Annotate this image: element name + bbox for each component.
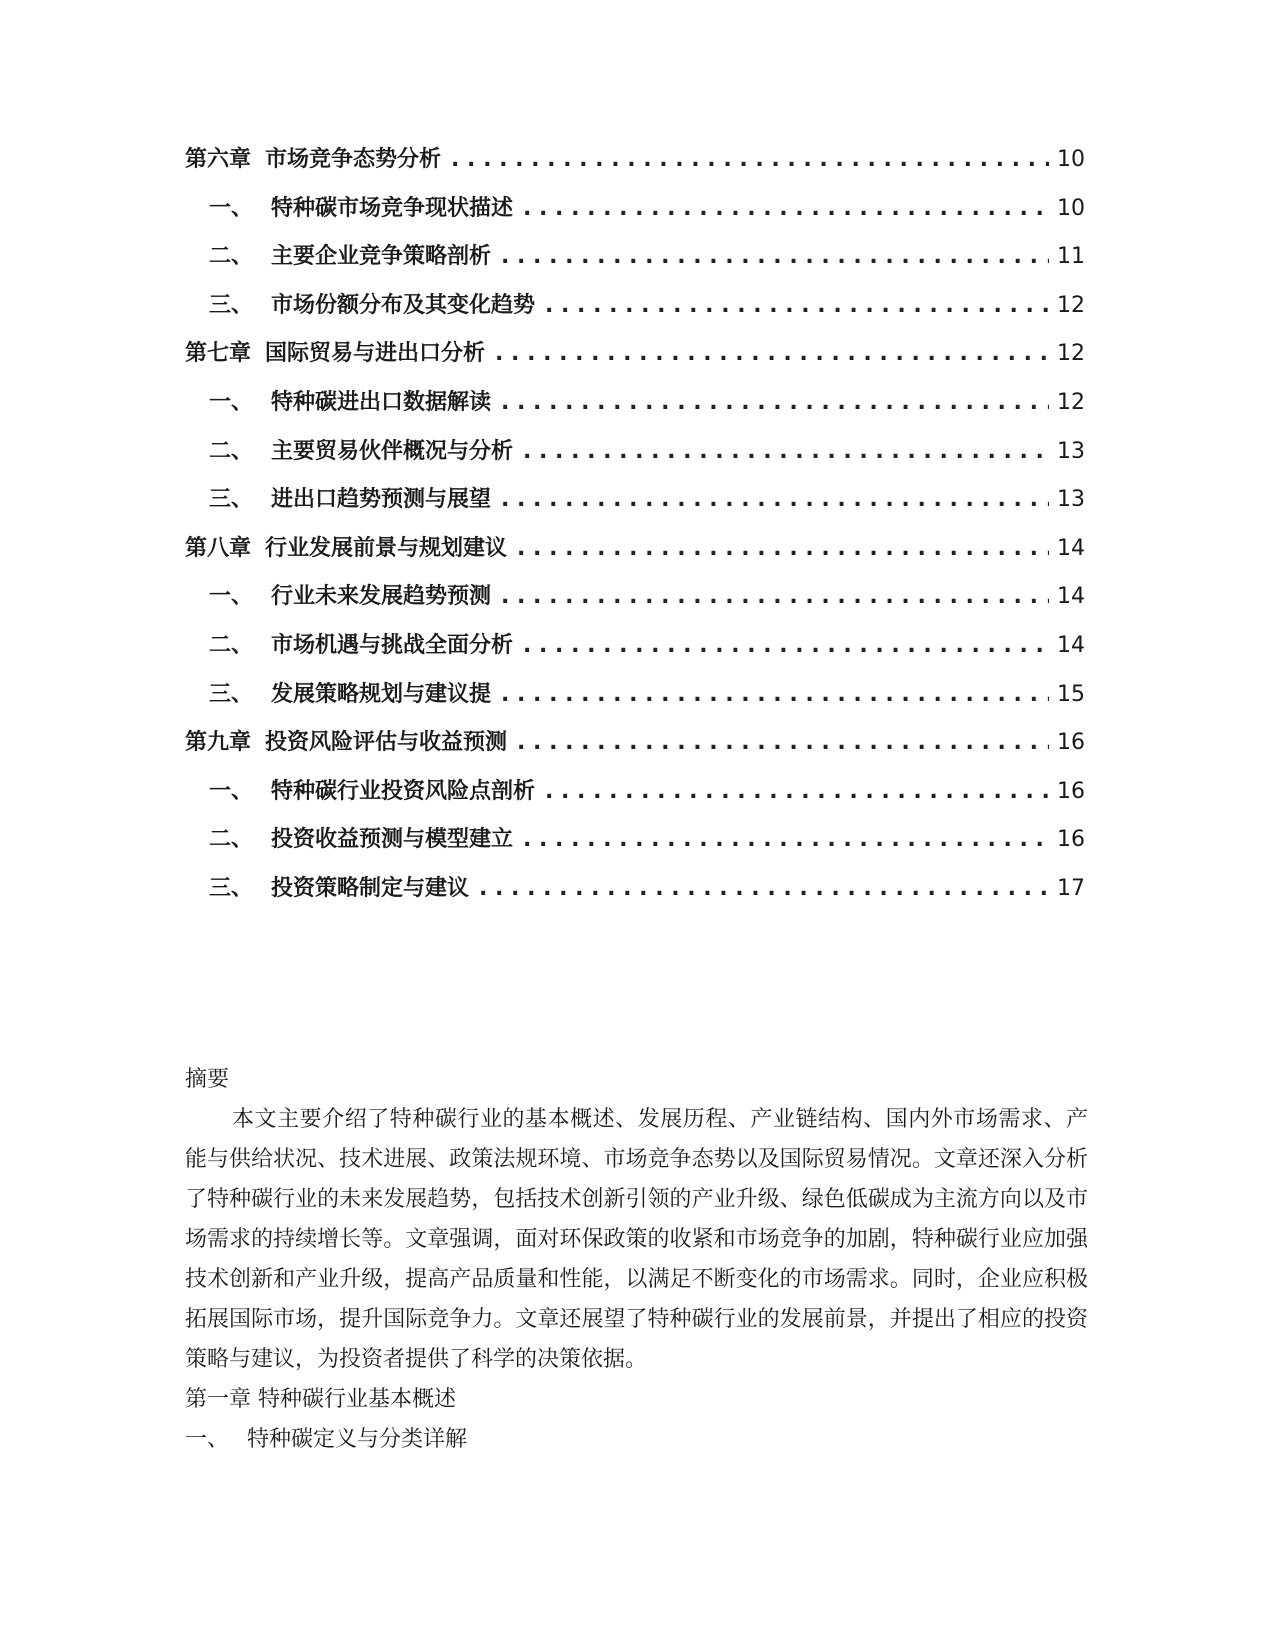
- toc-section-number: 二、: [209, 244, 254, 270]
- toc-chapter-number: 第七章: [185, 341, 252, 367]
- toc-page-number: 16: [1057, 827, 1085, 853]
- toc-page-number: 10: [1057, 195, 1085, 221]
- toc-entry[interactable]: [185, 379, 1085, 428]
- toc-page-number: 13: [1057, 487, 1085, 513]
- section-heading: [185, 1420, 1088, 1460]
- toc-chapter-title: 行业发展前景与规划建议: [265, 535, 508, 561]
- toc-entry[interactable]: [185, 476, 1085, 525]
- toc-section-number: 二、: [209, 438, 254, 464]
- toc-page-number: 12: [1057, 292, 1085, 318]
- toc-entry[interactable]: [185, 573, 1085, 622]
- toc-chapter-number: 第六章: [185, 147, 252, 172]
- toc-chapter-number: 第九章: [185, 730, 252, 756]
- toc-section-title: 市场份额分布及其变化趋势: [271, 292, 536, 318]
- toc-page-number: 17: [1057, 875, 1085, 901]
- toc-entry[interactable]: [185, 136, 1085, 185]
- toc-dot-leader: [501, 476, 1049, 525]
- toc-page-number: 11: [1057, 244, 1085, 270]
- toc-dot-leader: [523, 622, 1049, 671]
- document-body: [185, 1060, 1088, 1460]
- chapter-heading: 第一章 特种碳行业基本概述: [185, 1387, 456, 1412]
- toc-section-title: 特种碳进出口数据解读: [271, 389, 492, 415]
- toc-dot-leader: [479, 865, 1049, 914]
- toc-dot-leader: [523, 428, 1049, 477]
- toc-section-number: 三、: [209, 681, 254, 707]
- abstract-paragraph: 本文主要介绍了特种碳行业的基本概述、发展历程、产业链结构、国内外市场需求、产能与供给状况、技术进展、政策法规环境、市场竞争态势以及国际贸易情况。文章还深入分析了特种碳行业的未来发展趋势，包括技术创新引领的产业升级、绿色低碳成为主流方向以及市场需求的持续增长等。文章强调，面对环保政策的收紧和市场竞争的加剧，特种碳行业应加强技术创新和产业升级，提高产品质量和性能，以满足不断变化的市场需求。同时，企业应积极拓展国际市场，提升国际竞争力。文章还展望了特种碳行业的发展前景，并提出了相应的投资策略与建议，为投资者提供了科学的决策依据。: [185, 1107, 1088, 1372]
- toc-page-number: 10: [1057, 147, 1085, 172]
- toc-entry[interactable]: [185, 428, 1085, 477]
- toc-dot-leader: [523, 816, 1049, 865]
- toc-section-title: 市场机遇与挑战全面分析: [271, 632, 514, 658]
- toc-section-number: 三、: [209, 487, 254, 513]
- toc-section-title: 进出口趋势预测与展望: [271, 487, 492, 513]
- toc-chapter-title: 国际贸易与进出口分析: [265, 341, 486, 367]
- toc-dot-leader: [523, 185, 1049, 234]
- toc-page-number: 12: [1057, 341, 1085, 367]
- toc-section-number: 一、: [209, 778, 254, 804]
- toc-section-title: 投资收益预测与模型建立: [271, 827, 514, 853]
- toc-entry[interactable]: [185, 185, 1085, 234]
- toc-section-number: 一、: [209, 195, 254, 221]
- toc-entry[interactable]: [185, 525, 1085, 574]
- toc-entry[interactable]: [185, 671, 1085, 720]
- toc-section-title: 发展策略规划与建议提: [271, 681, 492, 707]
- toc-dot-leader: [517, 719, 1049, 768]
- toc-entry[interactable]: [185, 233, 1085, 282]
- toc-section-title: 主要企业竞争策略剖析: [271, 244, 492, 270]
- toc-entry[interactable]: [185, 816, 1085, 865]
- toc-page-number: 14: [1057, 535, 1085, 561]
- toc-section-title: 行业未来发展趋势预测: [271, 584, 492, 610]
- toc-entry[interactable]: [185, 768, 1085, 817]
- toc-entry[interactable]: [185, 865, 1085, 914]
- toc-dot-leader: [517, 525, 1049, 574]
- toc-page-number: 12: [1057, 389, 1085, 415]
- toc-chapter-number: 第八章: [185, 535, 252, 561]
- toc-entry[interactable]: [185, 719, 1085, 768]
- section-heading-title: 特种碳定义与分类详解: [247, 1427, 468, 1452]
- toc-chapter-title: 投资风险评估与收益预测: [265, 730, 508, 756]
- toc-page-number: 14: [1057, 584, 1085, 610]
- toc-page-number: 13: [1057, 438, 1085, 464]
- toc-section-number: 一、: [209, 584, 254, 610]
- toc-dot-leader: [501, 379, 1049, 428]
- toc-page-number: 14: [1057, 632, 1085, 658]
- toc-section-title: 特种碳市场竞争现状描述: [271, 195, 514, 221]
- toc-chapter-title: 市场竞争态势分析: [265, 147, 442, 172]
- toc-dot-leader: [545, 768, 1049, 817]
- toc-dot-leader: [451, 136, 1049, 185]
- toc-entry[interactable]: [185, 282, 1085, 331]
- toc-dot-leader: [495, 330, 1049, 379]
- toc-section-number: 一、: [209, 389, 254, 415]
- toc-section-title: 投资策略制定与建议: [271, 875, 470, 901]
- toc-page-number: 16: [1057, 778, 1085, 804]
- toc-entry[interactable]: [185, 622, 1085, 671]
- toc-dot-leader: [501, 671, 1049, 720]
- toc-page-number: 16: [1057, 730, 1085, 756]
- toc-section-number: 三、: [209, 292, 254, 318]
- toc-section-title: 主要贸易伙伴概况与分析: [271, 438, 514, 464]
- table-of-contents: [185, 136, 1085, 914]
- toc-entry[interactable]: [185, 330, 1085, 379]
- toc-section-number: 三、: [209, 875, 254, 901]
- toc-dot-leader: [501, 233, 1049, 282]
- toc-page-number: 15: [1057, 681, 1085, 707]
- abstract-title: 摘要: [185, 1067, 230, 1092]
- section-heading-number: 一、: [185, 1427, 230, 1452]
- toc-dot-leader: [545, 282, 1049, 331]
- toc-section-title: 特种碳行业投资风险点剖析: [271, 778, 536, 804]
- toc-section-number: 二、: [209, 827, 254, 853]
- toc-section-number: 二、: [209, 632, 254, 658]
- toc-dot-leader: [501, 573, 1049, 622]
